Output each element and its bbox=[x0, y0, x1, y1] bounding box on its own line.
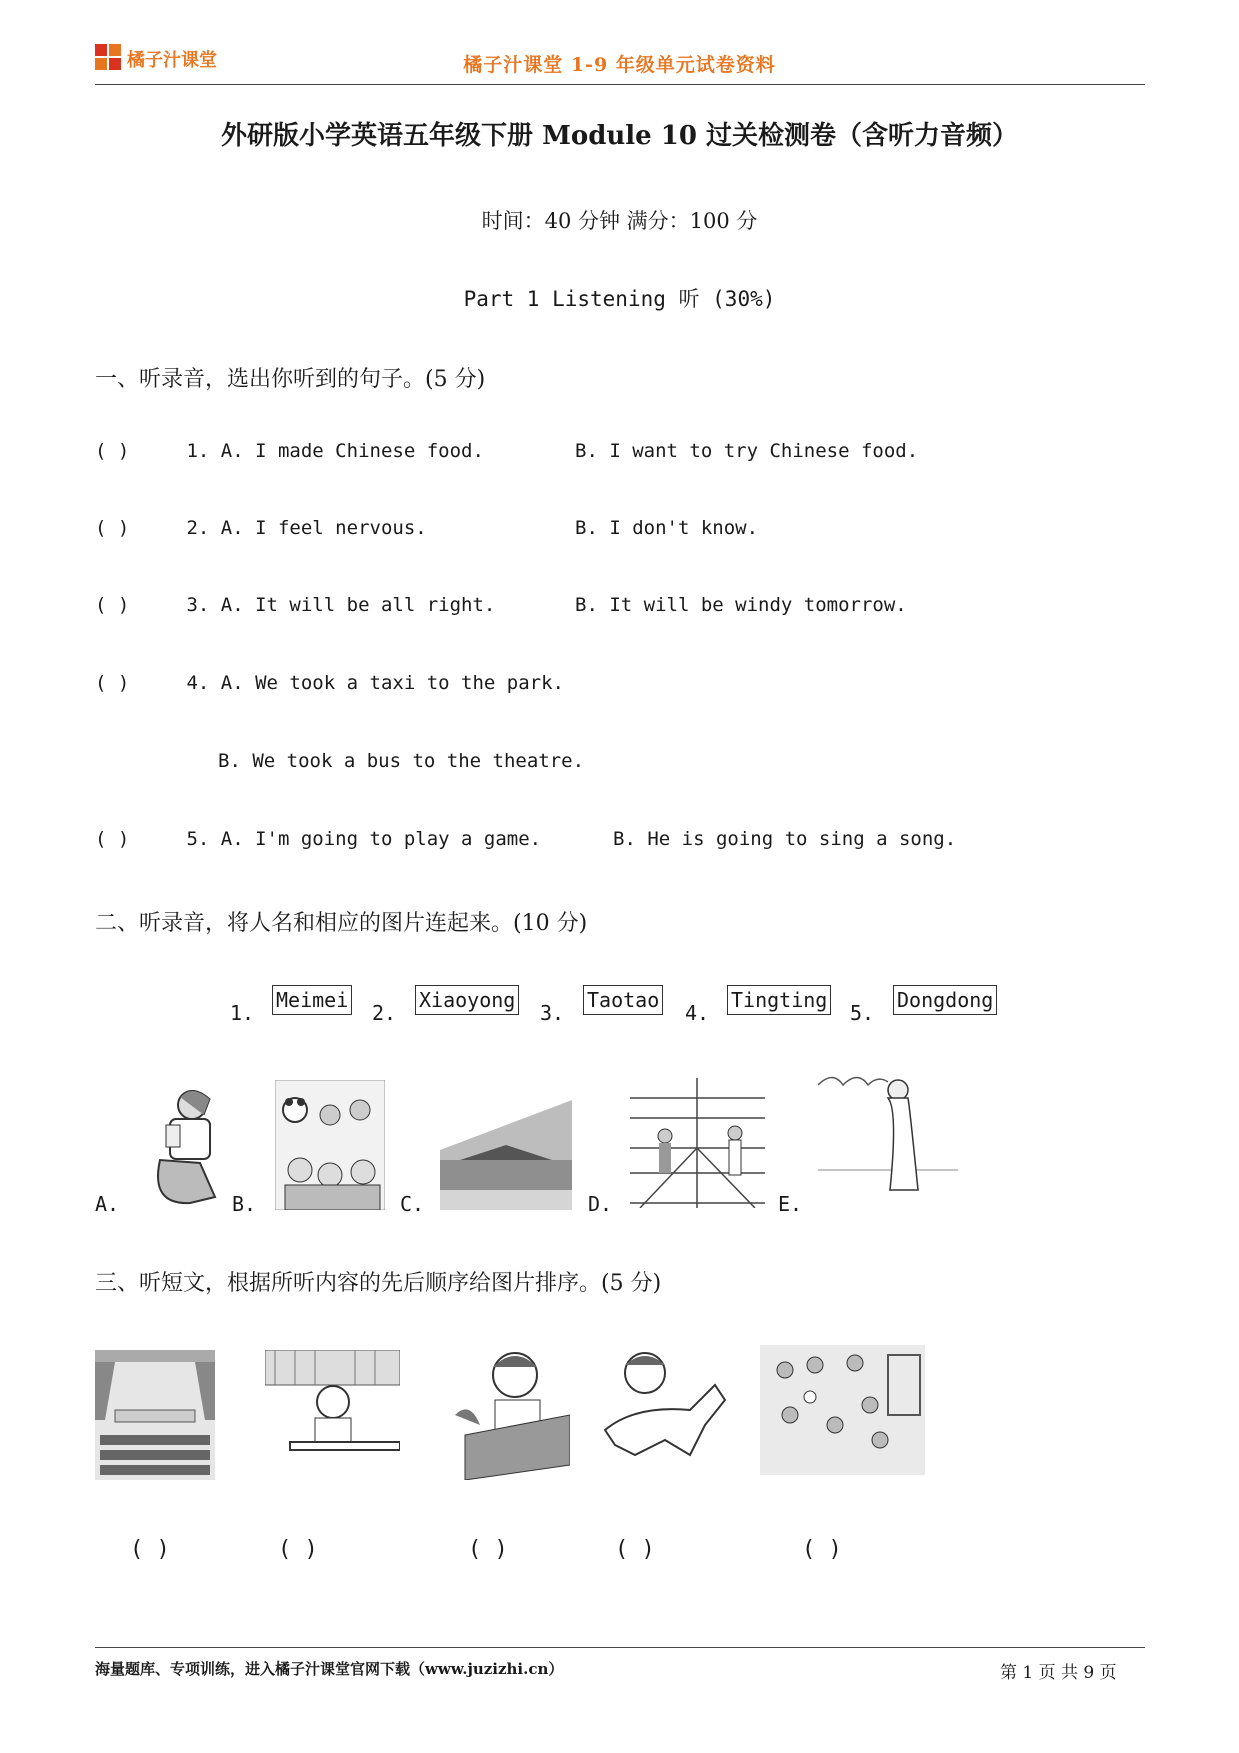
document-title: 外研版小学英语五年级下册 Module 10 过关检测卷（含听力音频） bbox=[221, 121, 1018, 151]
name-box[interactable]: Taotao bbox=[583, 985, 663, 1015]
footer-promo: 海量题库、专项训练，进入橘子汁课堂官网下载（www.juzizhi.cn） bbox=[95, 1660, 564, 1678]
answer-blank[interactable]: ( ) bbox=[95, 517, 130, 539]
question-row bbox=[95, 594, 1145, 616]
answer-blank[interactable]: ( ) bbox=[95, 672, 130, 694]
exam-meta: 时间：40 分钟 满分：100 分 bbox=[481, 209, 758, 233]
brand-logo-text: 橘子汁课堂 bbox=[127, 50, 217, 71]
header-title: 橘子汁课堂 1-9 年级单元试卷资料 bbox=[463, 54, 776, 76]
football-picture[interactable] bbox=[760, 1345, 925, 1475]
zoo-crowd-picture[interactable] bbox=[275, 1080, 385, 1210]
question-row bbox=[95, 672, 1145, 694]
option-b: B. We took a bus to the theatre. bbox=[218, 750, 585, 772]
answer-blank[interactable]: ( ) bbox=[95, 440, 130, 462]
question-number: 3. bbox=[186, 594, 210, 616]
name-box[interactable]: Xiaoyong bbox=[415, 985, 519, 1015]
palace-picture[interactable] bbox=[440, 1100, 572, 1210]
part-heading: Part 1 Listening 听 (30%) bbox=[463, 287, 776, 311]
option-b: B. I want to try Chinese food. bbox=[575, 440, 919, 462]
header-divider bbox=[95, 84, 1145, 85]
name-number: 1. bbox=[230, 1001, 255, 1025]
order-blank[interactable]: ( ) bbox=[802, 1537, 842, 1562]
name-box[interactable]: Dongdong bbox=[893, 985, 997, 1015]
picture-letter: A. bbox=[95, 1192, 120, 1216]
footer-divider bbox=[95, 1647, 1145, 1648]
name-number: 5. bbox=[850, 1001, 875, 1025]
page-number: 第 1 页 共 9 页 bbox=[1000, 1663, 1117, 1683]
question-number: 2. bbox=[186, 517, 210, 539]
picture-letter: C. bbox=[400, 1192, 425, 1216]
picture-letter: D. bbox=[588, 1192, 613, 1216]
question-number: 4. bbox=[186, 672, 210, 694]
name-number: 3. bbox=[540, 1001, 565, 1025]
horse-riding-picture[interactable] bbox=[595, 1345, 730, 1475]
question-row bbox=[95, 828, 1145, 850]
option-a: A. It will be all right. bbox=[220, 594, 496, 616]
station-picture[interactable] bbox=[630, 1078, 765, 1208]
picture-letter: E. bbox=[778, 1192, 803, 1216]
question-row bbox=[95, 440, 1145, 462]
library-picture[interactable] bbox=[265, 1350, 400, 1480]
order-blank[interactable]: ( ) bbox=[615, 1537, 655, 1562]
option-b: B. It will be windy tomorrow. bbox=[575, 594, 907, 616]
kneeling-child-picture[interactable] bbox=[130, 1085, 230, 1210]
option-b: B. He is going to sing a song. bbox=[613, 828, 957, 850]
question-number: 5. bbox=[186, 828, 210, 850]
question-row bbox=[95, 517, 1145, 539]
option-a: A. We took a taxi to the park. bbox=[220, 672, 564, 694]
option-a: A. I feel nervous. bbox=[220, 517, 427, 539]
order-blank[interactable]: ( ) bbox=[130, 1537, 170, 1562]
section-3-heading: 三、听短文，根据所听内容的先后顺序给图片排序。(5 分) bbox=[95, 1271, 662, 1296]
question-number: 1. bbox=[186, 440, 210, 462]
name-box[interactable]: Meimei bbox=[272, 985, 352, 1015]
answer-blank[interactable]: ( ) bbox=[95, 828, 130, 850]
option-a: A. I made Chinese food. bbox=[220, 440, 484, 462]
name-number: 2. bbox=[372, 1001, 397, 1025]
answer-blank[interactable]: ( ) bbox=[95, 594, 130, 616]
picture-letter: B. bbox=[232, 1192, 257, 1216]
order-blank[interactable]: ( ) bbox=[278, 1537, 318, 1562]
drawing-boy-picture[interactable] bbox=[455, 1345, 570, 1480]
name-box[interactable]: Tingting bbox=[727, 985, 831, 1015]
theatre-picture[interactable] bbox=[95, 1350, 215, 1480]
name-number: 4. bbox=[685, 1001, 710, 1025]
section-2-heading: 二、听录音，将人名和相应的图片连起来。(10 分) bbox=[95, 911, 588, 936]
girl-outdoor-picture[interactable] bbox=[818, 1070, 958, 1205]
order-blank[interactable]: ( ) bbox=[468, 1537, 508, 1562]
option-b: B. I don't know. bbox=[575, 517, 759, 539]
option-a: A. I'm going to play a game. bbox=[220, 828, 542, 850]
section-1-heading: 一、听录音，选出你听到的句子。(5 分) bbox=[95, 367, 486, 392]
